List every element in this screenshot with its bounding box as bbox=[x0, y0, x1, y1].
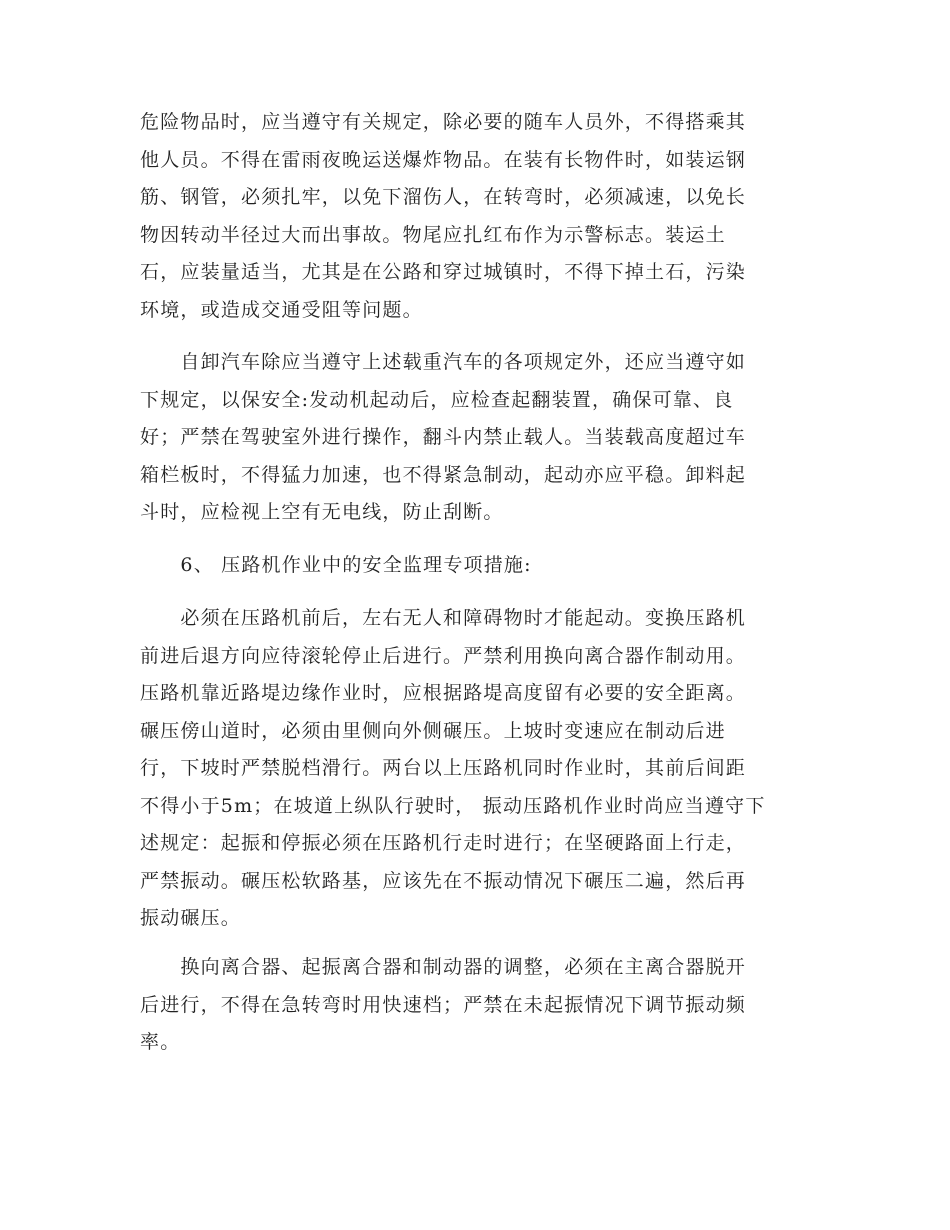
text-line: 好；严禁在驾驶室外进行操作，翻斗内禁止载人。当装载高度超过车 bbox=[140, 426, 747, 448]
text-line: 自卸汽车除应当遵守上述载重汽车的各项规定外，还应当遵守如 bbox=[140, 351, 747, 373]
text-line: 振动碾压。 bbox=[140, 907, 242, 929]
text-line: 前进后退方向应待滚轮停止后进行。严禁利用换向离合器作制动用。 bbox=[140, 644, 747, 667]
text-line: 碾压傍山道时，必须由里侧向外侧碾压。上坡时变速应在制动后进 bbox=[140, 719, 726, 742]
text-line: 行，下坡时严禁脱档滑行。两台以上压路机同时作业时，其前后间距 bbox=[140, 757, 747, 779]
text-line: 箱栏板时，不得猛力加速，也不得紧急制动，起动亦应平稳。卸料起 bbox=[140, 463, 747, 486]
paragraph-3 bbox=[140, 600, 820, 938]
text-line: 环境，或造成交通受阻等问题。 bbox=[140, 298, 423, 321]
text-line: 换向离合器、起振离合器和制动器的调整，必须在主离合器脱开 bbox=[140, 956, 747, 978]
text-line: 筋、钢管，必须扎牢，以免下溜伤人，在转弯时，必须减速，以免长 bbox=[140, 186, 747, 208]
text-line: 斗时，应检视上空有无电线，防止刮断。 bbox=[140, 501, 504, 523]
text-line: 下规定，以保安全:发动机起动后，应检查起翻装置，确保可靠、良 bbox=[140, 388, 734, 411]
text-line: 危险物品时，应当遵守有关规定，除必要的随车人员外，不得搭乘其 bbox=[140, 111, 747, 133]
text-line: 严禁振动。碾压松软路基，应该先在不振动情况下碾压二遍，然后再 bbox=[140, 869, 747, 892]
text-line: 不得小于5m；在坡道上纵队行驶时， 振动压路机作业时尚应当遵守下 bbox=[140, 794, 766, 817]
paragraph-1 bbox=[140, 104, 820, 329]
text-line: 物因转动半径过大而出事故。物尾应扎红布作为示警标志。装运土 bbox=[140, 223, 726, 246]
heading-line: 6、 压路机作业中的安全监理专项措施: bbox=[140, 554, 532, 576]
text-line: 率。 bbox=[140, 1031, 181, 1053]
text-line: 后进行，不得在急转弯时用快速档；严禁在未起振情况下调节振动频 bbox=[140, 993, 747, 1016]
text-line: 述规定：起振和停振必须在压路机行走时进行；在坚硬路面上行走， bbox=[140, 832, 747, 854]
paragraph-4 bbox=[140, 949, 820, 1062]
text-line: 压路机靠近路堤边缘作业时，应根据路堤高度留有必要的安全距离。 bbox=[140, 682, 747, 704]
text-line: 他人员。不得在雷雨夜晚运送爆炸物品。在装有长物件时，如装运钢 bbox=[140, 148, 747, 171]
text-line: 必须在压路机前后，左右无人和障碍物时才能起动。变换压路机 bbox=[140, 607, 747, 629]
section-heading bbox=[140, 547, 820, 585]
text-line: 石，应装量适当，尤其是在公路和穿过城镇时，不得下掉土石，污染 bbox=[140, 261, 747, 283]
paragraph-2 bbox=[140, 344, 820, 532]
